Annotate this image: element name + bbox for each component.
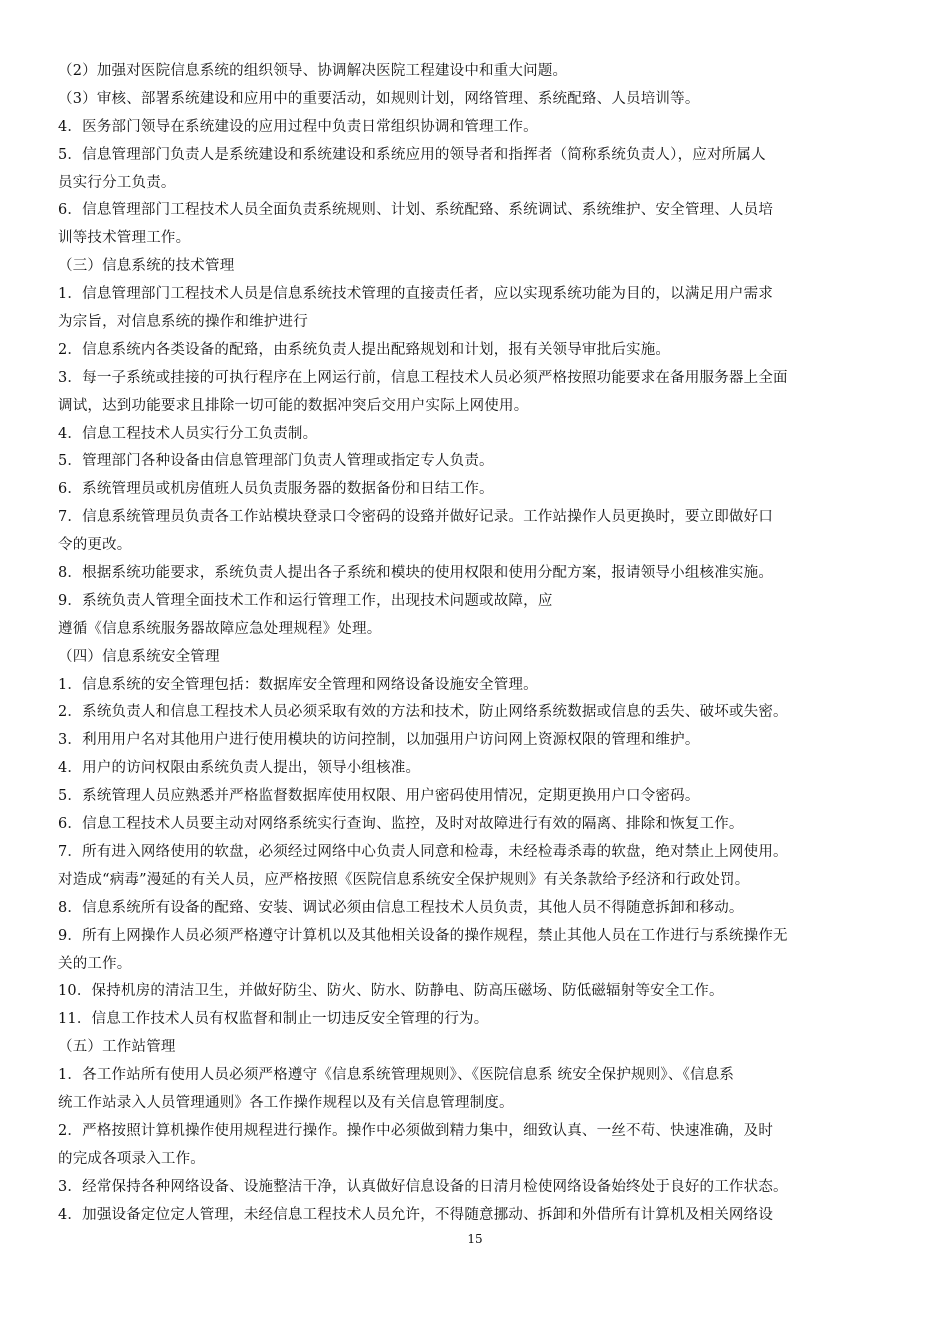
- text-line: 11．信息工作技术人员有权监督和制止一切违反安全管理的行为。: [58, 1011, 489, 1028]
- text-line: 令的更改。: [58, 537, 132, 554]
- text-line: （3）审核、部署系统建设和应用中的重要活动，如规则计划，网络管理、系统配臵、人员培训等。: [58, 90, 700, 107]
- text-line: 调试，达到功能要求且排除一切可能的数据冲突后交用户实际上网使用。: [58, 397, 529, 414]
- document-body: [58, 58, 893, 1229]
- text-line: （四）信息系统安全管理: [58, 648, 220, 665]
- text-line: 员实行分工负责。: [58, 174, 176, 191]
- text-line: 关的工作。: [58, 955, 132, 972]
- text-line: 为宗旨，对信息系统的操作和维护进行: [58, 314, 308, 331]
- text-line: 6．信息工程技术人员要主动对网络系统实行查询、监控，及时对故障进行有效的隔离、排除和恢复工作。: [58, 816, 744, 833]
- text-line: 4．医务部门领导在系统建设的应用过程中负责日常组织协调和管理工作。: [58, 118, 538, 135]
- text-line: 1．信息管理部门工程技术人员是信息系统技术管理的直接责任者，应以实现系统功能为目的，以满足用户需求: [58, 286, 774, 303]
- text-line: 1．信息系统的安全管理包括：数据库安全管理和网络设备设施安全管理。: [58, 676, 538, 693]
- text-line: 5．管理部门各种设备由信息管理部门负责人管理或指定专人负责。: [58, 453, 494, 470]
- text-line: 4．用户的访问权限由系统负责人提出，领导小组核准。: [58, 760, 421, 777]
- text-line: （五）工作站管理: [58, 1039, 176, 1056]
- text-line: 7．信息系统管理员负责各工作站模块登录口令密码的设臵并做好记录。工作站操作人员更换时，要立即做好口: [58, 509, 774, 526]
- text-line: 9．系统负责人管理全面技术工作和运行管理工作，出现技术问题或故障，应: [58, 592, 553, 609]
- text-line: 1．各工作站所有使用人员必须严格遵守《信息系统管理规则》、《医院信息系 统安全保护规则》、《信息系: [58, 1067, 735, 1084]
- text-line: 8．根据系统功能要求，系统负责人提出各子系统和模块的使用权限和使用分配方案，报请领导小组核准实施。: [58, 565, 774, 582]
- text-line: 5．信息管理部门负责人是系统建设和系统建设和系统应用的领导者和指挥者（简称系统负责人），应对所属人: [58, 146, 766, 163]
- text-line: 3．利用用户名对其他用户进行使用模块的访问控制，以加强用户访问网上资源权限的管理和维护。: [58, 732, 700, 749]
- text-line: 训等技术管理工作。: [58, 230, 191, 247]
- text-line: 遵循《信息系统服务器故障应急处理规程》处理。: [58, 620, 382, 637]
- text-line: 3．每一子系统或挂接的可执行程序在上网运行前，信息工程技术人员必须严格按照功能要求在备用服务器上全面: [58, 369, 788, 386]
- text-line: 8．信息系统所有设备的配臵、安装、调试必须由信息工程技术人员负责，其他人员不得随意拆卸和移动。: [58, 899, 744, 916]
- text-line: 5．系统管理人员应熟悉并严格监督数据库使用权限、用户密码使用情况，定期更换用户口令密码。: [58, 788, 700, 805]
- text-line: 4．加强设备定位定人管理，未经信息工程技术人员允许，不得随意挪动、拆卸和外借所有计算机及相关网络设: [58, 1206, 774, 1223]
- text-line: 对造成“病毒”漫延的有关人员，应严格按照《医院信息系统安全保护规则》有关条款给予经济和行政处罚。: [58, 871, 750, 888]
- text-line: 的完成各项录入工作。: [58, 1150, 205, 1167]
- text-line: （2）加强对医院信息系统的组织领导、协调解决医院工程建设中和重大问题。: [58, 63, 568, 79]
- text-line: 10．保持机房的清洁卫生，并做好防尘、防火、防水、防静电、防高压磁场、防低磁辐射等安全工作。: [58, 983, 724, 1000]
- text-line: 6．信息管理部门工程技术人员全面负责系统规则、计划、系统配臵、系统调试、系统维护、安全管理、人员培: [58, 202, 774, 219]
- text-line: 2．信息系统内各类设备的配臵，由系统负责人提出配臵规划和计划，报有关领导审批后实施。: [58, 341, 671, 358]
- page-number: 15: [467, 1232, 483, 1246]
- text-line: 2．严格按照计算机操作使用规程进行操作。操作中必须做到精力集中，细致认真、一丝不苟、快速准确，及时: [58, 1122, 774, 1139]
- text-line: 7．所有进入网络使用的软盘，必须经过网络中心负责人同意和检毒，未经检毒杀毒的软盘，绝对禁止上网使用。: [58, 843, 788, 860]
- text-line: 统工作站录入人员管理通则》各工作操作规程以及有关信息管理制度。: [58, 1094, 514, 1111]
- text-line: 6．系统管理员或机房值班人员负责服务器的数据备份和日结工作。: [58, 481, 494, 498]
- text-line: 3．经常保持各种网络设备、设施整洁干净，认真做好信息设备的日清月检使网络设备始终处于良好的工作状态。: [58, 1178, 788, 1195]
- text-line: 4．信息工程技术人员实行分工负责制。: [58, 425, 318, 442]
- text-line: （三）信息系统的技术管理: [58, 258, 235, 275]
- text-line: 9．所有上网操作人员必须严格遵守计算机以及其他相关设备的操作规程，禁止其他人员在工作进行与系统操作无: [58, 927, 788, 944]
- text-line: 2．系统负责人和信息工程技术人员必须采取有效的方法和技术，防止网络系统数据或信息的丢失、破坏或失密。: [58, 704, 788, 721]
